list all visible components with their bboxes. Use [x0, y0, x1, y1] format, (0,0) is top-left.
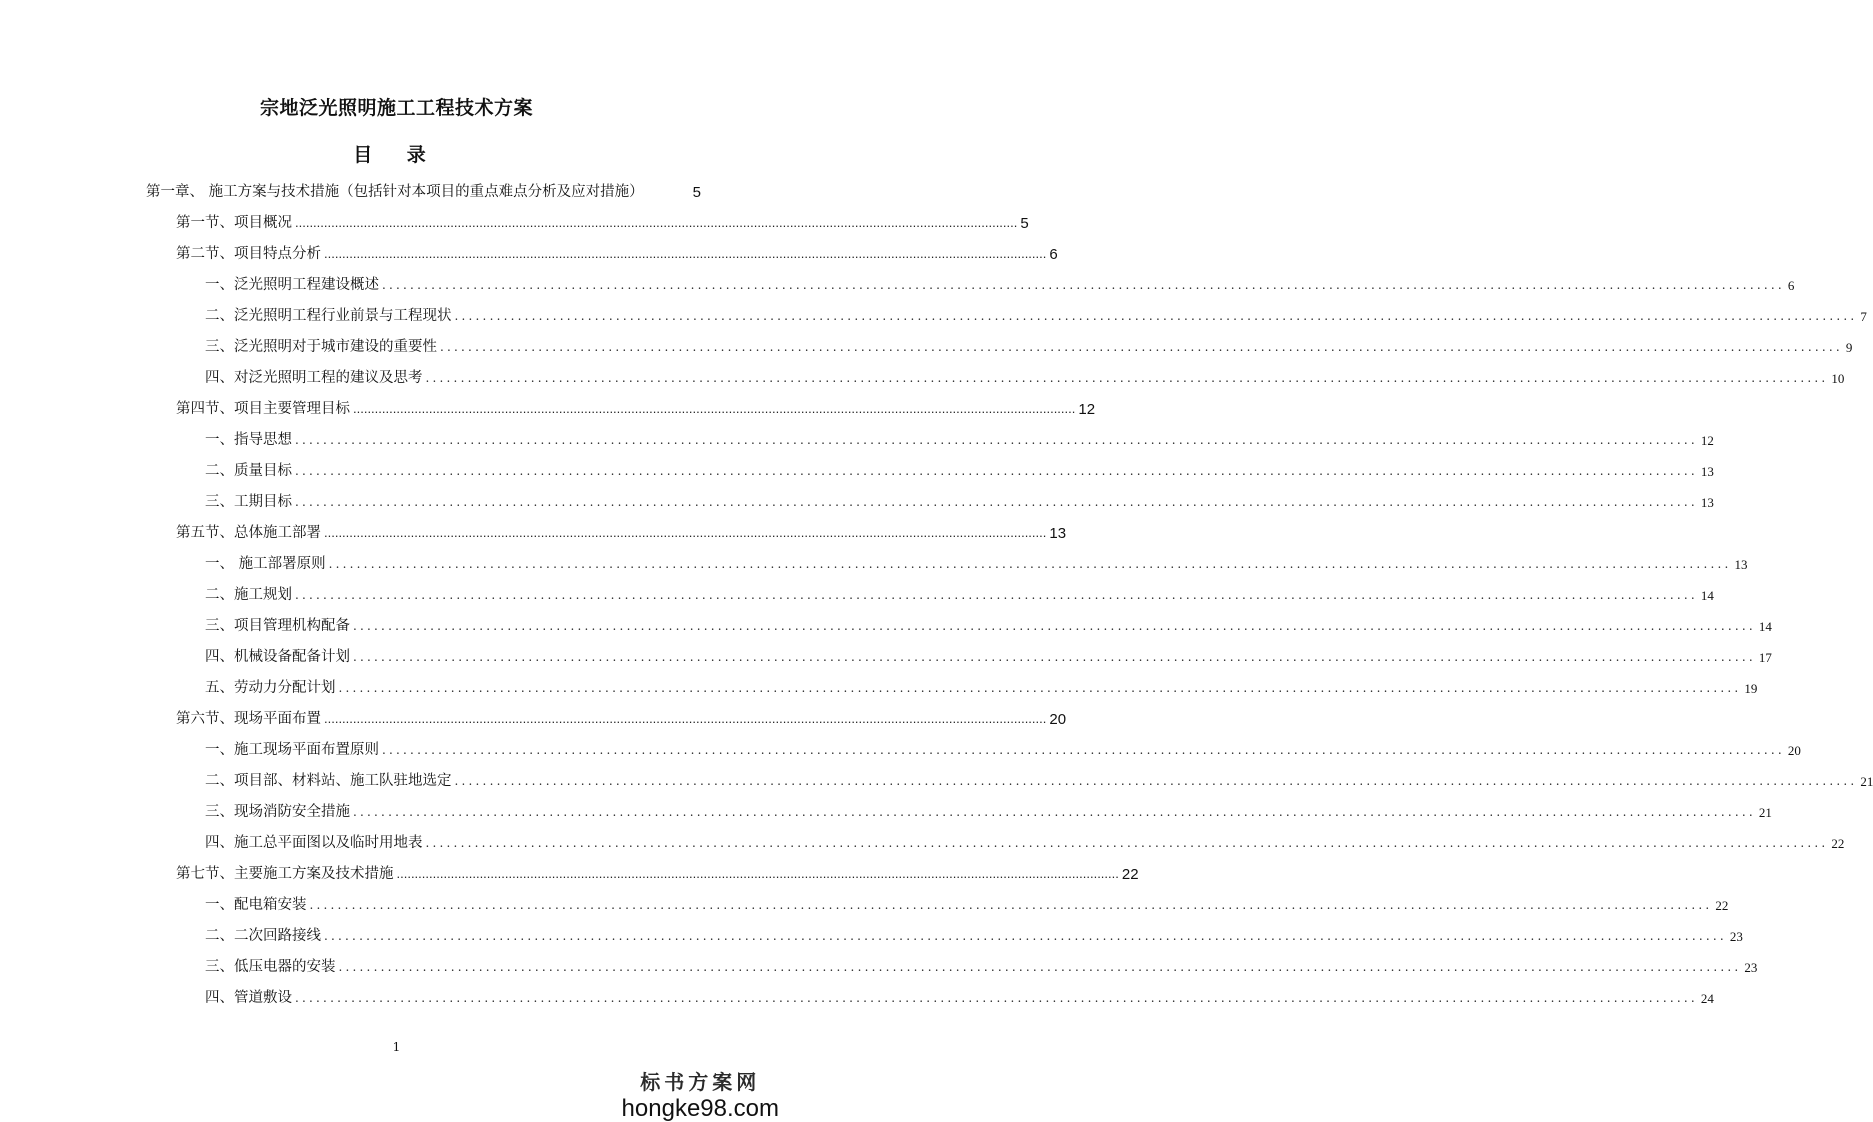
toc-entry-page: 7	[1860, 309, 1867, 324]
watermark-cn: 标书方案网	[640, 1070, 761, 1094]
toc-dot-leader: ........................................................................................................................................................................................................	[309, 898, 1713, 912]
toc-dot-leader: ........................................................................................................................................................................................................	[295, 215, 1018, 230]
toc-entry[interactable]	[205, 766, 1873, 790]
toc-entry-label: 第二节、项目特点分析	[176, 246, 321, 262]
toc-entry[interactable]	[205, 673, 1758, 697]
toc-entry[interactable]	[205, 890, 1729, 914]
toc-entry[interactable]	[205, 952, 1758, 976]
toc-entry[interactable]	[176, 859, 1139, 883]
toc-entry[interactable]	[205, 487, 1714, 511]
toc-dot-leader: ........................................................................................................................................................................................................	[425, 836, 1829, 850]
toc-entry[interactable]	[205, 580, 1714, 604]
toc-entry-label: 二、泛光照明工程行业前景与工程现状	[205, 308, 452, 324]
toc-entry[interactable]	[176, 208, 1029, 232]
toc-entry[interactable]	[205, 921, 1743, 945]
toc-entry[interactable]	[205, 363, 1845, 387]
toc-entry[interactable]	[176, 518, 1067, 542]
watermark	[622, 1066, 779, 1121]
toc-entry[interactable]	[205, 611, 1772, 635]
toc-entry-label: 第一节、项目概况	[176, 215, 292, 231]
toc-entry-label: 一、配电箱安装	[205, 897, 307, 913]
toc-entry-label: 一、泛光照明工程建设概述	[205, 277, 379, 293]
toc-entry-page: 13	[1700, 464, 1714, 479]
toc-dot-leader: ........................................................................................................................................................................................................	[295, 433, 1698, 447]
toc-dot-leader: ........................................................................................................................................................................................................	[353, 805, 1756, 819]
toc-entry[interactable]	[205, 797, 1772, 821]
toc-entry-page: 23	[1744, 960, 1758, 975]
toc-entry-page: 6	[1787, 278, 1795, 293]
toc-entry-page: 12	[1700, 433, 1714, 448]
toc-entry-page: 13	[1734, 557, 1748, 572]
toc-entry-label: 三、现场消防安全措施	[205, 804, 350, 820]
document-title: 宗地泛光照明施工工程技术方案	[259, 97, 533, 119]
toc-entry-page: 22	[1715, 898, 1729, 913]
toc-entry[interactable]	[176, 239, 1058, 263]
toc-dot-leader: ........................................................................................................................................................................................................	[353, 650, 1756, 664]
toc-entry-page: 9	[1845, 340, 1853, 355]
watermark-en: hongke98.com	[621, 1095, 779, 1122]
toc-dot-leader: ........................................................................................................................................................................................................	[425, 371, 1829, 385]
toc-entry-page: 20	[1049, 711, 1067, 728]
toc-dot-leader: ........................................................................................................................................................................................................	[295, 495, 1698, 509]
toc-entry-page: 13	[1049, 525, 1067, 542]
toc-dot-leader: ........................................................................................................................................................................................................	[295, 588, 1698, 602]
toc-entry[interactable]	[205, 828, 1845, 852]
toc-entry-label: 四、对泛光照明工程的建议及思考	[205, 370, 423, 386]
toc-entry[interactable]	[146, 177, 701, 201]
toc-entry-page: 12	[1078, 401, 1096, 418]
toc-entry-label: 第一章、 施工方案与技术措施（包括针对本项目的重点难点分析及应对措施）	[146, 184, 644, 200]
toc-dot-leader: ........................................................................................................................................................................................................	[324, 929, 1727, 943]
toc-entry-label: 第五节、总体施工部署	[176, 525, 321, 541]
toc-entry-label: 三、泛光照明对于城市建设的重要性	[205, 339, 437, 355]
toc-entry-label: 一、 施工部署原则	[205, 556, 326, 572]
toc-entry[interactable]	[176, 394, 1096, 418]
toc-entry-label: 一、施工现场平面布置原则	[205, 742, 379, 758]
toc-entry-label: 三、工期目标	[205, 494, 292, 510]
toc-entry-page: 13	[1700, 495, 1714, 510]
toc-entry-page: 19	[1744, 681, 1758, 696]
toc-dot-leader: ........................................................................................................................................................................................................	[324, 246, 1047, 261]
toc-dot-leader: ........................................................................................................................................................................................................	[454, 774, 1858, 788]
toc-entry-label: 二、施工规划	[205, 587, 292, 603]
toc-entry[interactable]	[176, 704, 1067, 728]
toc-dot-leader: ........................................................................................................................................................................................................	[382, 743, 1785, 757]
toc-dot-leader: ........................................................................................................................................................................................................	[338, 960, 1742, 974]
toc-entry-page: 5	[1020, 215, 1029, 232]
toc-entry-page: 14	[1700, 588, 1714, 603]
toc-dot-leader: ........................................................................................................................................................................................................	[338, 681, 1742, 695]
toc-entry-label: 一、指导思想	[205, 432, 292, 448]
toc-entry-label: 四、管道敷设	[205, 990, 292, 1006]
toc-entry[interactable]	[205, 983, 1714, 1007]
toc-entry[interactable]	[205, 456, 1714, 480]
toc-dot-leader: ........................................................................................................................................................................................................	[324, 711, 1047, 726]
toc-entry-label: 第四节、项目主要管理目标	[176, 401, 350, 417]
toc-entry-page: 6	[1049, 246, 1058, 263]
toc-entry[interactable]	[205, 301, 1867, 325]
toc-entry-page: 20	[1787, 743, 1801, 758]
toc-entry-label: 四、机械设备配备计划	[205, 649, 350, 665]
toc-dot-leader	[647, 198, 690, 201]
toc-dot-leader: ........................................................................................................................................................................................................	[353, 619, 1756, 633]
toc-entry-label: 三、低压电器的安装	[205, 959, 336, 975]
toc-dot-leader: ........................................................................................................................................................................................................	[295, 464, 1698, 478]
toc-entry[interactable]	[205, 270, 1795, 294]
toc-entry-page: 21	[1860, 774, 1873, 789]
toc-entry-page: 21	[1758, 805, 1772, 820]
toc-entry-page: 23	[1729, 929, 1743, 944]
toc-dot-leader: ........................................................................................................................................................................................................	[324, 525, 1047, 540]
toc-entry-label: 第六节、现场平面布置	[176, 711, 321, 727]
toc-entry[interactable]	[205, 425, 1714, 449]
toc-dot-leader: ........................................................................................................................................................................................................	[454, 309, 1858, 323]
toc-entry-label: 四、施工总平面图以及临时用地表	[205, 835, 423, 851]
toc-entry-page: 14	[1758, 619, 1772, 634]
toc-dot-leader: ........................................................................................................................................................................................................	[440, 340, 1843, 354]
toc-entry-label: 二、二次回路接线	[205, 928, 321, 944]
toc-entry-label: 第七节、主要施工方案及技术措施	[176, 866, 394, 882]
toc-dot-leader: ........................................................................................................................................................................................................	[295, 991, 1698, 1005]
toc-dot-leader: ........................................................................................................................................................................................................	[353, 401, 1076, 416]
page-number: 1	[392, 1040, 401, 1054]
toc-dot-leader: ........................................................................................................................................................................................................	[396, 866, 1119, 881]
toc-dot-leader: ........................................................................................................................................................................................................	[328, 557, 1732, 571]
toc-entry-page: 22	[1121, 866, 1139, 883]
toc-entry-page: 24	[1700, 991, 1714, 1006]
toc-entry-label: 五、劳动力分配计划	[205, 680, 336, 696]
toc-entry-page: 17	[1758, 650, 1772, 665]
toc-entry[interactable]	[205, 735, 1801, 759]
toc-heading: 目 录	[353, 144, 440, 166]
toc-entry-page: 22	[1831, 836, 1845, 851]
toc-entry-label: 三、项目管理机构配备	[205, 618, 350, 634]
toc-dot-leader: ........................................................................................................................................................................................................	[382, 278, 1785, 292]
toc-entry-page: 5	[692, 184, 701, 201]
toc-entry-label: 二、质量目标	[205, 463, 292, 479]
toc-entry-label: 二、项目部、材料站、施工队驻地选定	[205, 773, 452, 789]
toc-entry[interactable]	[205, 642, 1772, 666]
toc-entry[interactable]	[205, 332, 1853, 356]
toc-entry-page: 10	[1831, 371, 1845, 386]
toc-entry[interactable]	[205, 549, 1748, 573]
